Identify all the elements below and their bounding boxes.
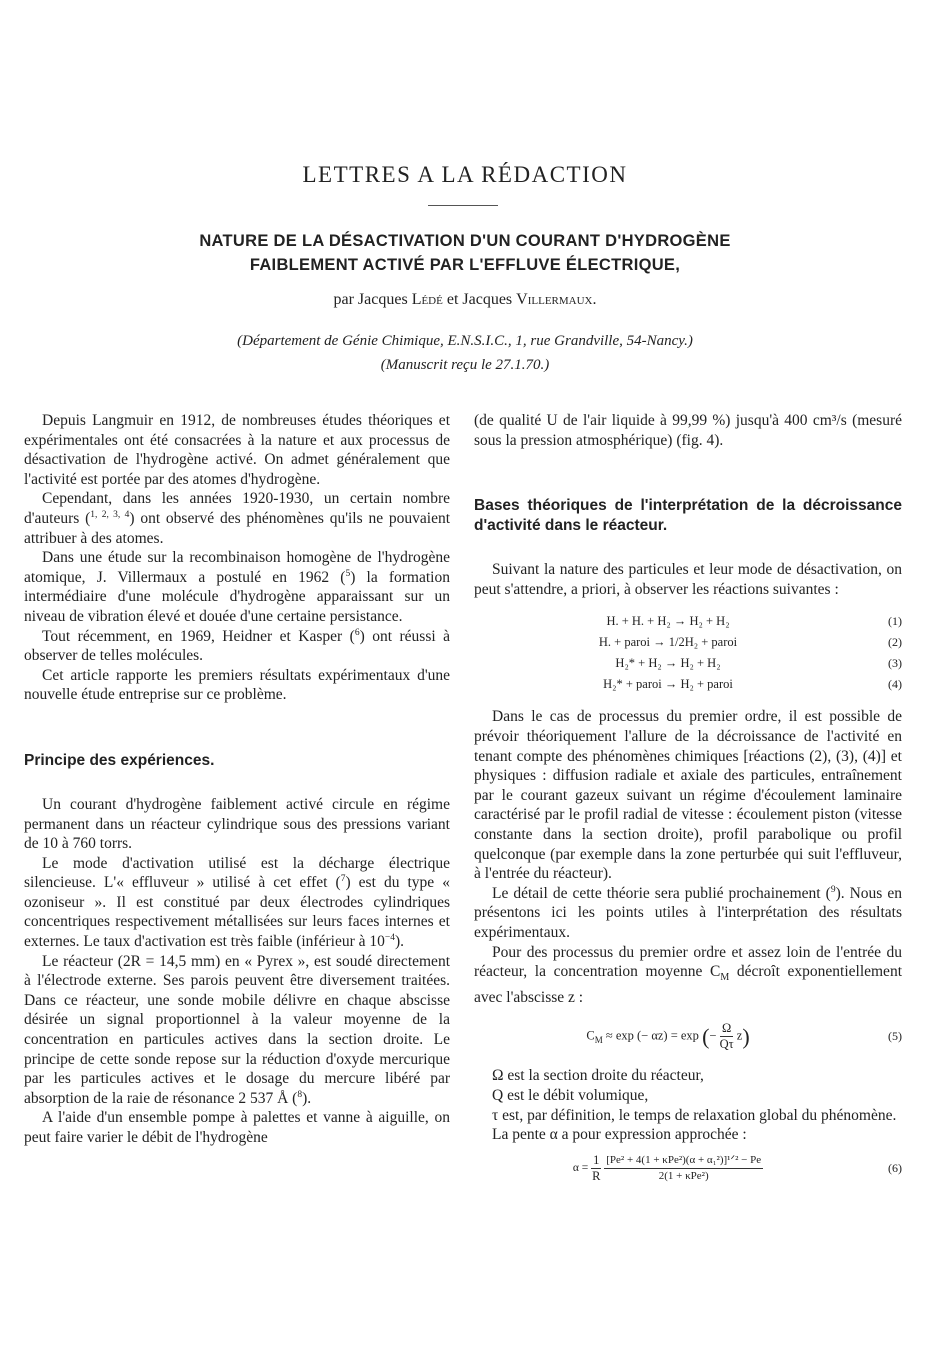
article-title-line2: FAIBLEMENT ACTIVÉ PAR L'EFFLUVE ÉLECTRIQUE, [249,256,681,274]
affiliation-block [60,329,870,377]
manuscript-date: (Manuscrit reçu le 27.1.70.) [380,357,550,373]
paragraph: Cependant, dans les années 1920-1930, un certain nombre d'auteurs ($^{1, 2, 3, 4}$) ont observé des phénomènes qu'ils ne pouvaient attribuer à des atomes. [24,490,451,547]
affiliation: (Département de Génie Chimique, E.N.S.I.C., 1, rue Grandville, 54-Nancy.) [237,333,693,349]
section-heading: Principe des expériences. [24,751,215,769]
equation-2: H. + paroi → 1/2H₂ + paroi (2) [598,635,902,650]
equation-4: H₂* + paroi → H₂ + paroi (4) [603,677,902,692]
paragraph: Suivant la nature des particules et leur mode de désactivation, on peut s'attendre, a priori, à observer les réactions suivantes : [474,561,902,598]
right-column [474,411,902,1184]
author-2: Villermaux. [516,291,597,308]
paragraph: Tout récemment, en 1969, Heidner et Kasper ($^6$) ont réussi à observer de telles molécules. [24,627,450,665]
authors-et: et Jacques [446,291,513,308]
authors [0,291,930,309]
author-1: Lédé [411,291,443,308]
paragraph: La pente α a pour expression approchée : [492,1126,747,1144]
reaction-list [474,611,902,695]
paragraph: Le détail de cette théorie sera publié prochainement ($^9$). Nous en présentons ici les points utiles à l'interprétation des résultats expérimentaux. [474,884,902,941]
paragraph: A l'aide d'un ensemble pompe à palettes et vanne à aiguille, on peut faire varier le débit de l'hydrogène [24,1109,450,1146]
paragraph: Pour des processus du premier ordre et assez loin de l'entrée du réacteur, la concentration moyenne $C_M$ décroît exponentiellement avec l'abscisse z : [474,943,902,1006]
article-title-line1: NATURE DE LA DÉSACTIVATION D'UN COURANT D'HYDROGÈNE [199,232,731,250]
equation-6: α = $\frac{1}{R}$ $\frac{\text{[Pe² + 4(1 + κPe²)(α + α₁²)]¹ᐟ² − Pe}}{\text{2(1 + κPe²)}}$ (6) [572,1152,902,1183]
paragraph: Un courant d'hydrogène faiblement activé circule en régime permanent dans un réacteur cylindrique sous des pressions variant de 10 à 760 torrs. [24,795,450,853]
section-title: LETTRES A LA RÉDACTION [302,162,628,187]
paragraph: (de qualité U de l'air liquide à 99,99 %) jusqu'à 400 cm³/s (mesuré sous la pression atmosphérique) (fig. 4). [474,412,902,449]
paragraph: Le mode d'activation utilisé est la décharge électrique silencieuse. L'« effluveur » utilisé à cet effet ($^7$) est du type « ozoniseur ». Il est constitué par deux électrodes cylindriques concentriques respectivement métallisées sur leurs faces internes et externes. Le taux d'activation est très faible (inférieur à $10^{-4}$). [24,854,450,951]
paragraph: Dans le cas de processus du premier ordre, il est possible de prévoir théoriquement l'allure de la décroissance de l'activité en tenant compte des phénomènes chimiques [réactions (2), (3), (4)] et physiques : diffusion radiale et axiale des particules, entraînement par le courant gazeux suivant un régime d'écoulement laminaire caractérisé par le profil radial de vitesse : écoulement piston (vitesse constante dans la section droite), profil parabolique ou profil quelconque (par exemple dans la zone perturbée qui suit l'effluveur, à l'entrée du réacteur). [474,708,902,883]
definitions: Ω est la section droite du réacteur, Q est le débit volumique, τ est, par définition, le temps de relaxation global du phénomène. [492,1067,897,1124]
equation-5: $C_M \approx \exp$ (− αz) = exp (− $\frac{\Omega}{Q\tau}$ z) (5) [586,1021,902,1052]
section-heading: Bases théoriques de l'interprétation de la décroissance d'activité dans le réacteur. [474,497,902,535]
paragraph: Dans une étude sur la recombinaison homogène de l'hydrogène atomique, J. Villermaux a postulé en 1962 ($^5$) la formation intermédiaire d'une molécule d'hydrogène apparaissant sur un niveau de vibration élevé et douée d'une certaine persistance. [24,549,450,625]
article-title [60,229,870,277]
left-column [24,411,450,1148]
authors-par: par Jacques [333,291,408,308]
paragraph: Depuis Langmuir en 1912, de nombreuses études théoriques et expérimentales ont été consacrées à la nature et aux processus de désactivation de l'hydrogène activé. On admet généralement que l'activité est portée par des atomes d'hydrogène. [24,412,450,488]
equation-3: H₂* + H₂ → H₂ + H₂ (3) [615,656,902,671]
paragraph: Le réacteur (2R = 14,5 mm) en « Pyrex », est soudé directement à l'électrode externe. Ses parois peuvent être diversement traitées. Dans ce réacteur, une sonde mobile délivre en chaque abscisse désirée un signal proportionnel à la valeur moyenne de la concentration en particules actives dans la section droite. Le principe de cette sonde repose sur la réduction d'oxyde mercurique par les particules actives et le dosage du mercure libéré par absorption de la raie de résonance 2 537 Å ($^8$). [24,952,450,1107]
paragraph: Cet article rapporte les premiers résultats expérimentaux d'une nouvelle étude entreprise sur ce problème. [24,666,450,704]
equation-1: H. + H. + H₂ → H₂ + H₂ (1) [606,614,902,629]
title-divider [428,205,498,206]
